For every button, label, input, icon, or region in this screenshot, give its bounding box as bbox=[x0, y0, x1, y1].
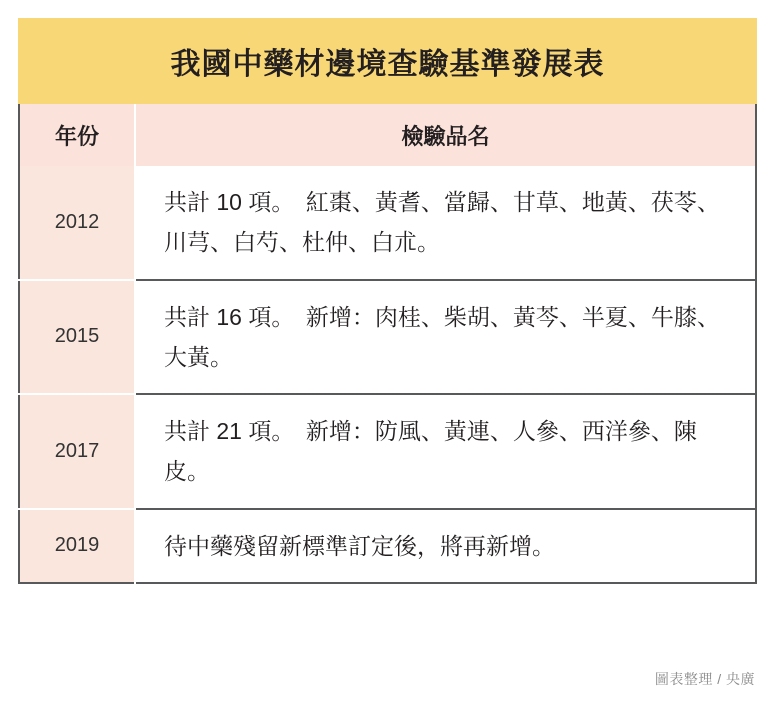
standards-table bbox=[18, 104, 757, 584]
column-header-year: 年份 bbox=[19, 104, 135, 166]
title-row bbox=[18, 18, 757, 104]
cell-year: 2017 bbox=[19, 394, 135, 509]
cell-year: 2019 bbox=[19, 509, 135, 583]
header-row bbox=[19, 104, 756, 166]
cell-year: 2012 bbox=[19, 166, 135, 280]
table-row bbox=[19, 509, 756, 583]
title-table bbox=[18, 18, 757, 104]
column-header-item: 檢驗品名 bbox=[135, 104, 756, 166]
page-title: 我國中藥材邊境查驗基準發展表 bbox=[18, 18, 757, 104]
cell-item: 共計 10 項。 紅棗、黃耆、當歸、甘草、地黃、茯苓、川芎、白芍、杜仲、白朮。 bbox=[135, 166, 756, 280]
table-row bbox=[19, 166, 756, 280]
cell-year: 2015 bbox=[19, 280, 135, 395]
cell-item: 待中藥殘留新標準訂定後，將再新增。 bbox=[135, 509, 756, 583]
table-row bbox=[19, 394, 756, 509]
table-row bbox=[19, 280, 756, 395]
table-header bbox=[19, 104, 756, 166]
cell-item: 共計 21 項。 新增：防風、黃連、人參、西洋參、陳皮。 bbox=[135, 394, 756, 509]
cell-item: 共計 16 項。 新增：肉桂、柴胡、黃芩、半夏、牛膝、大黃。 bbox=[135, 280, 756, 395]
table-body bbox=[19, 166, 756, 583]
credit-line: 圖表整理 / 央廣 bbox=[654, 671, 755, 687]
